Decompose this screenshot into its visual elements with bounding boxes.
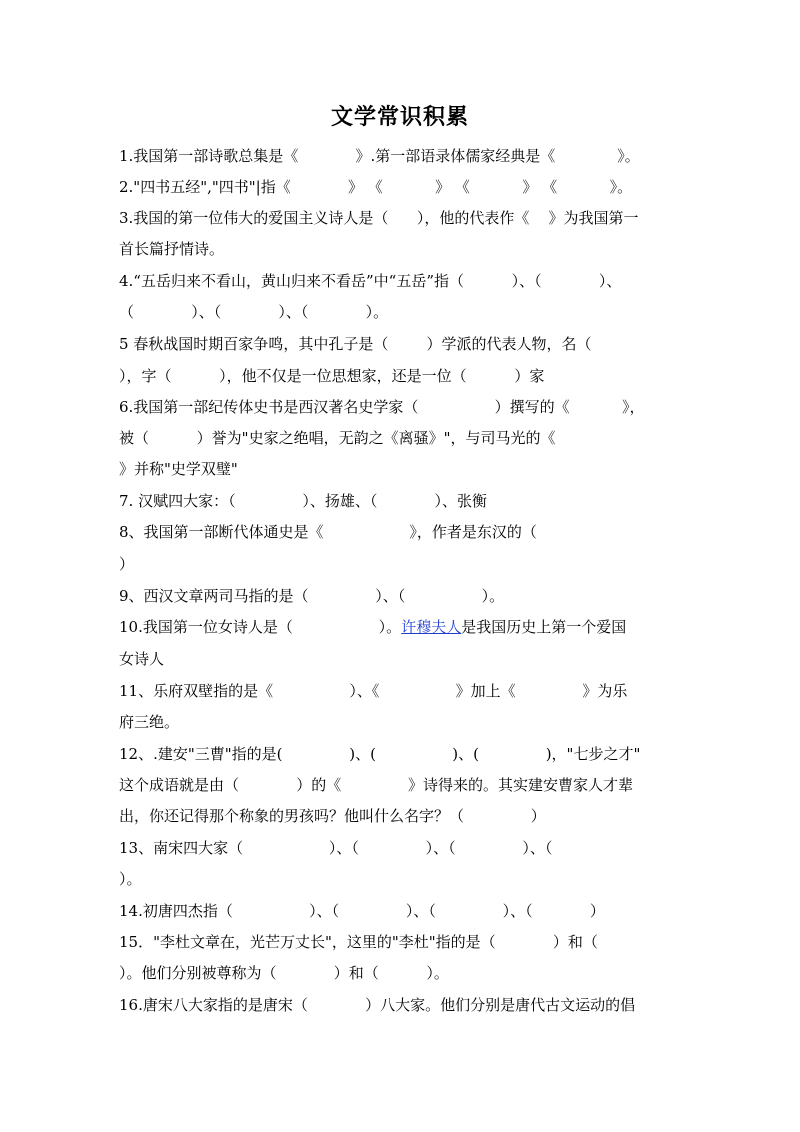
question-12-cont: 这个成语就是由（ ）的《 》诗得来的。其实建安曹家人才辈 (119, 776, 633, 794)
question-10-text: 10.我国第一位女诗人是（ ）。 (119, 618, 402, 636)
question-5: 5 春秋战国时期百家争鸣，其中孔子是（ ）学派的代表人物，名（ (119, 335, 592, 353)
question-8-cont: ） (119, 555, 135, 573)
question-14: 14.初唐四杰指（ ）、（ ）、（ ）、（ ） (119, 902, 605, 920)
question-13: 13、南宋四大家（ ）、（ ）、（ ）、（ (119, 839, 553, 857)
question-4-cont: （ ）、（ ）、（ ）。 (119, 303, 389, 321)
question-11: 11、乐府双壁指的是《 ）、《 》加上《 》为乐 (119, 682, 628, 700)
question-2: 2."四书五经","四书"|指《 》 《 》 《 》 《 》。 (119, 178, 633, 196)
question-5-cont: ），字（ ），他不仅是一位思想家，还是一位（ ）家 (119, 367, 545, 385)
question-15: 15．"李杜文章在，光芒万丈长"，这里的"李杜"指的是（ ）和（ (119, 933, 598, 951)
question-3: 3.我国的第一位伟大的爱国主义诗人是（ ），他的代表作《 》为我国第一 (119, 209, 639, 227)
question-4: 4.“五岳归来不看山，黄山归来不看岳”中“五岳”指（ ）、（ ）、 (119, 272, 622, 290)
page-title: 文学常识积累 (330, 105, 469, 130)
question-11-cont: 府三绝。 (119, 713, 180, 731)
question-15-cont: ）。他们分别被尊称为（ ）和（ ）。 (119, 964, 449, 982)
question-9: 9、西汉文章两司马指的是（ ）、（ ）。 (119, 587, 505, 605)
question-10-cont: 女诗人 (119, 650, 165, 668)
question-12: 12、.建安"三曹"指的是( )、( )、( )，"七步之才" (119, 745, 641, 763)
question-10-tail: 是我国历史上第一个爱国 (461, 618, 627, 636)
question-6-cont: 被（ ）誉为"史家之绝唱，无韵之《离骚》"，与司马光的《 (119, 429, 556, 447)
question-12-cont2: 出，你还记得那个称象的男孩吗？他叫什么名字？（ ） (119, 807, 546, 825)
question-16: 16.唐宋八大家指的是唐宋（ ）八大家。他们分别是唐代古文运动的倡 (119, 996, 636, 1014)
question-13-cont: ）。 (119, 870, 142, 888)
question-7: 7. 汉赋四大家：（ ）、扬雄、（ ）、张衡 (119, 492, 488, 510)
question-6-cont2: 》并称"史学双璧" (119, 460, 238, 478)
question-10 (119, 617, 682, 637)
link-xumu-furen[interactable]: 许穆夫人 (401, 618, 462, 636)
question-8: 8、我国第一部断代体通史是《 》，作者是东汉的（ (119, 523, 537, 541)
question-6: 6.我国第一部纪传体史书是西汉著名史学家（ ）撰写的《 》， (119, 398, 645, 416)
question-3-cont: 首长篇抒情诗。 (119, 240, 225, 258)
question-1: 1.我国第一部诗歌总集是《 》.第一部语录体儒家经典是《 》。 (119, 147, 640, 165)
